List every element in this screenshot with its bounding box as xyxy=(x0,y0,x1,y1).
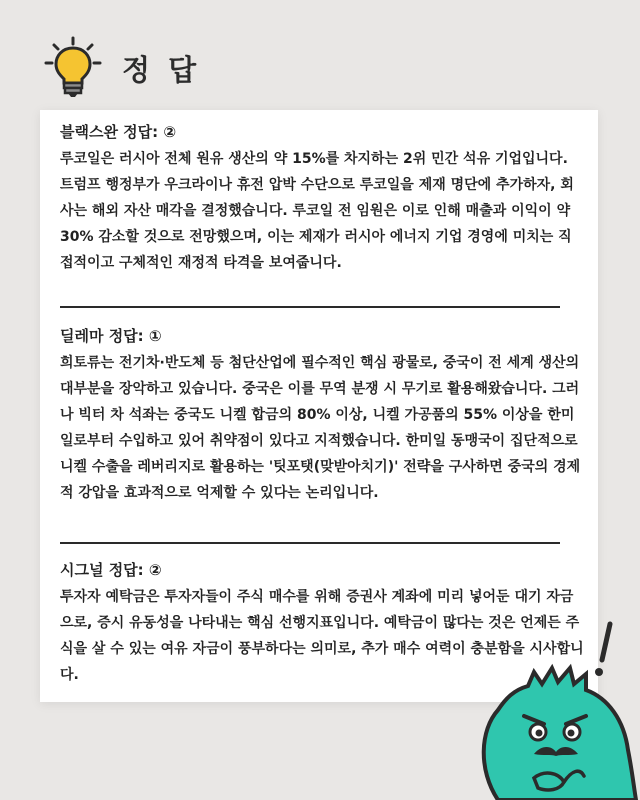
page-title: 정 답 xyxy=(122,53,201,87)
dinosaur-mascot xyxy=(468,620,640,800)
answer-section-dilemma xyxy=(60,324,584,506)
section-title: 블랙스완 정답: ② xyxy=(60,123,177,141)
answer-section-blackswan xyxy=(60,120,584,276)
lightbulb-icon xyxy=(44,36,102,98)
section-body: 희토류는 전기차·반도체 등 첨단산업에 필수적인 핵심 광물로, 중국이 전 세계 생산의 대부분을 장악하고 있습니다. 중국은 이를 무역 분쟁 시 무기로 활용해왔습니다. 그러나 빅터 차 석좌는 중국도 니켈 합금의 80% 이상, 니켈 가공품의 55% 이상을 한미일로부터 수입하고 있어 취약점이 있다고 지적했습니다. 한미일 동맹국이 집단적으로 니켈 수출을 레버리지로 활용하는 '팃포탯(맞받아치기)' 전략을 구사하면 중국의 경제적 강압을 효과적으로 억제할 수 있다는 논리입니다. xyxy=(60,355,581,501)
page-header xyxy=(44,36,244,96)
answer-card xyxy=(40,110,598,702)
section-divider xyxy=(60,306,560,308)
section-divider xyxy=(60,542,560,544)
section-body: 루코일은 러시아 전체 원유 생산의 약 15%를 차지하는 2위 민간 석유 기업입니다. 트럼프 행정부가 우크라이나 휴전 압박 수단으로 루코일을 제재 명단에 추가하자, 회사는 해외 자산 매각을 결정했습니다. 루코일 전 임원은 이로 인해 매출과 이익이 약 30% 감소할 것으로 전망했으며, 이는 제재가 러시아 에너지 기업 경영에 미치는 직접적이고 구체적인 재정적 타격을 보여줍니다. xyxy=(60,151,574,271)
section-title: 딜레마 정답: ① xyxy=(60,327,162,345)
section-body: 투자자 예탁금은 투자자들이 주식 매수를 위해 증권사 계좌에 미리 넣어둔 대기 자금으로, 증시 유동성을 나타내는 핵심 선행지표입니다. 예탁금이 많다는 것은 언제든 주식을 살 수 있는 여유 자금이 풍부하다는 의미로, 추가 매수 여력이 충분함을 시사합니다. xyxy=(60,589,584,683)
section-title: 시그널 정답: ② xyxy=(60,561,162,579)
